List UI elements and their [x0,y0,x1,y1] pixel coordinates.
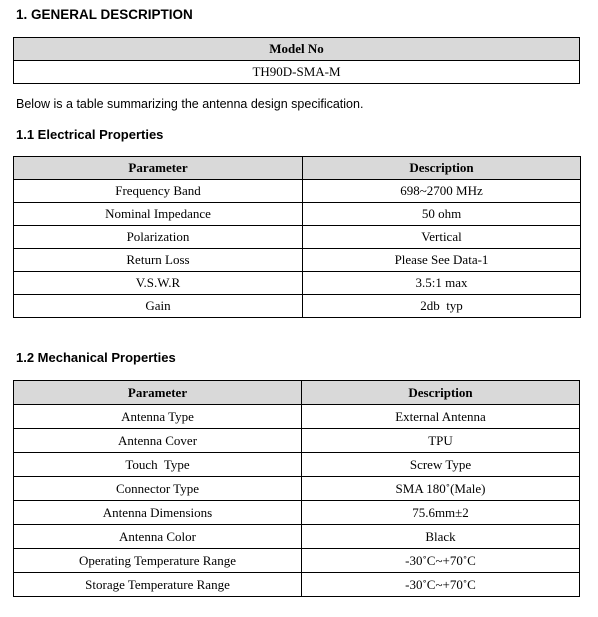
parameter-cell: Operating Temperature Range [14,549,302,573]
description-cell: 50 ohm [303,203,581,226]
model-header: Model No [14,38,580,61]
table-row [14,295,581,318]
description-cell: 2db typ [303,295,581,318]
parameter-cell: Gain [14,295,303,318]
table-row [14,249,581,272]
column-header-description: Description [302,381,580,405]
table-row [14,272,581,295]
description-cell: Black [302,525,580,549]
description-cell: External Antenna [302,405,580,429]
table-row [14,226,581,249]
mechanical-properties-table [13,380,580,597]
table-row [14,501,580,525]
parameter-cell: Touch Type [14,453,302,477]
model-table [13,37,580,84]
table-header-row [14,157,581,180]
description-cell: 75.6mm±2 [302,501,580,525]
description-cell: -30˚C~+70˚C [302,549,580,573]
table-row [14,405,580,429]
description-cell: Screw Type [302,453,580,477]
column-header-description: Description [303,157,581,180]
parameter-cell: V.S.W.R [14,272,303,295]
parameter-cell: Antenna Type [14,405,302,429]
table-row [14,61,580,84]
parameter-cell: Antenna Color [14,525,302,549]
table-row [14,453,580,477]
electrical-title: 1.1 Electrical Properties [16,127,164,142]
table-row [14,203,581,226]
description-cell: TPU [302,429,580,453]
description-cell: Vertical [303,226,581,249]
column-header-parameter: Parameter [14,381,302,405]
model-value: TH90D-SMA-M [14,61,580,84]
table-row [14,549,580,573]
table-header-row [14,38,580,61]
mechanical-title: 1.2 Mechanical Properties [16,350,176,365]
description-cell: 698~2700 MHz [303,180,581,203]
parameter-cell: Antenna Cover [14,429,302,453]
parameter-cell: Polarization [14,226,303,249]
parameter-cell: Storage Temperature Range [14,573,302,597]
column-header-parameter: Parameter [14,157,303,180]
section-title: 1. GENERAL DESCRIPTION [16,7,193,22]
electrical-properties-table [13,156,581,318]
table-row [14,477,580,501]
parameter-cell: Frequency Band [14,180,303,203]
parameter-cell: Connector Type [14,477,302,501]
parameter-cell: Return Loss [14,249,303,272]
intro-text: Below is a table summarizing the antenna design specification. [16,97,364,111]
table-row [14,573,580,597]
table-row [14,429,580,453]
table-row [14,525,580,549]
description-cell: SMA 180˚(Male) [302,477,580,501]
table-header-row [14,381,580,405]
description-cell: -30˚C~+70˚C [302,573,580,597]
description-cell: 3.5:1 max [303,272,581,295]
parameter-cell: Antenna Dimensions [14,501,302,525]
description-cell: Please See Data-1 [303,249,581,272]
parameter-cell: Nominal Impedance [14,203,303,226]
table-row [14,180,581,203]
